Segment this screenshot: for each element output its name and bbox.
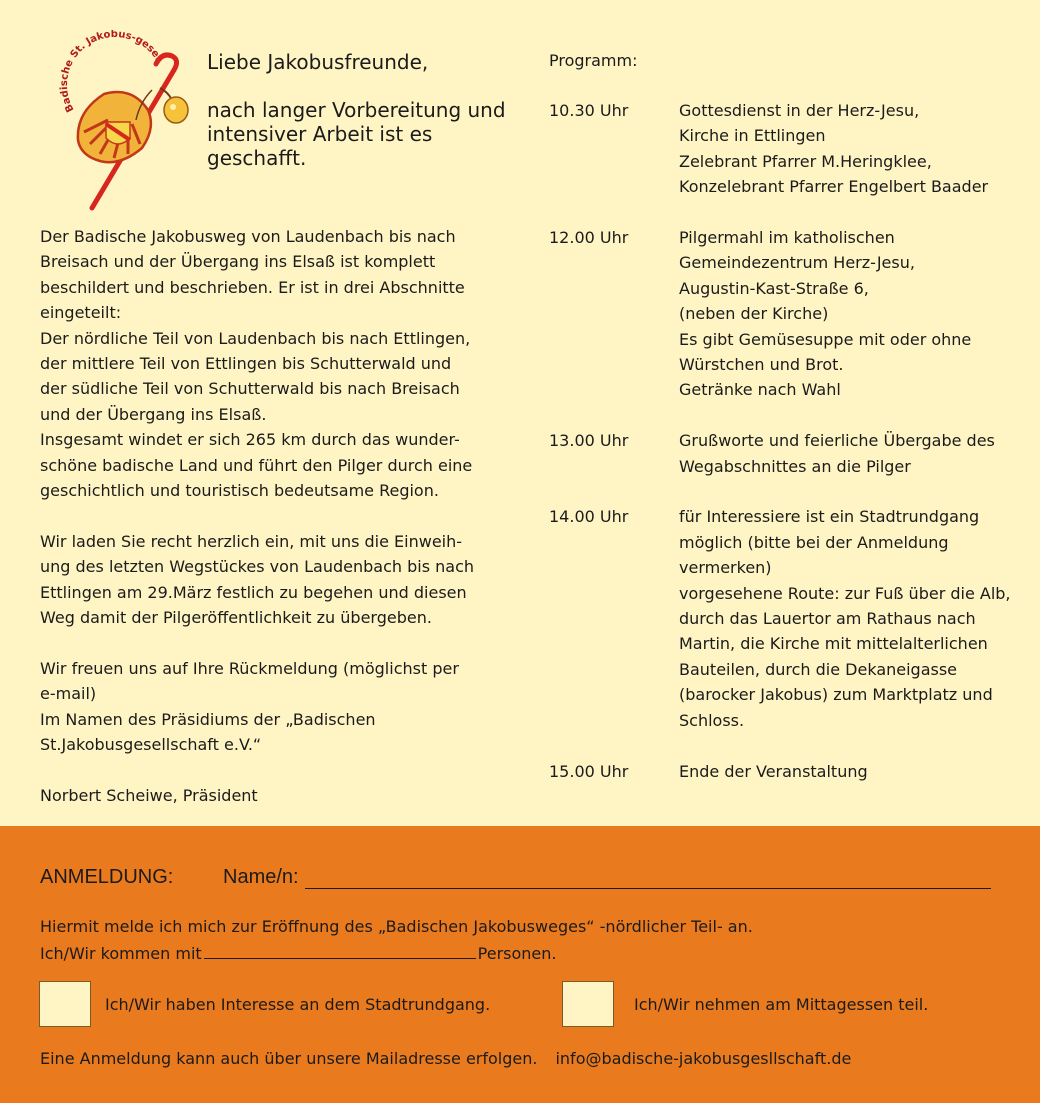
program-description: Grußworte und feierliche Übergabe des Wegabschnittes an die Pilger — [679, 431, 995, 476]
persons-count-input-line[interactable] — [204, 940, 476, 959]
lunch-checkbox[interactable] — [562, 981, 614, 1027]
logo-ring-text: Badische St. Jakobus-gesel — [58, 30, 164, 114]
program-item — [549, 759, 1029, 784]
contact-email: info@badische-jakobusgesllschaft.de — [555, 1049, 852, 1068]
program-title: Programm: — [549, 51, 638, 70]
registration-footer — [40, 1048, 851, 1070]
program-item — [549, 98, 1029, 200]
name-field-label: Name/n: — [223, 866, 299, 888]
program-description: für Interessiere ist ein Stadtrundgang möglich (bitte bei der Anmeldung vermerken) vorgesehene Route: zur Fuß über die Alb, durch das Lauertor am Rathaus nach Martin, die Kirche mit mittelalterlichen Bauteilen, durch die Dekaneigasse (barocker Jakobus) zum Marktplatz und Schloss. — [679, 507, 1011, 730]
invitation-body-text: Der Badische Jakobusweg von Laudenbach bis nach Breisach und der Übergang ins Elsaß ist komplett beschildert und beschrieben. Er ist in drei Abschnitte eingeteilt: Der nördliche Teil von Laudenbach bis nach Ettlingen, der mittlere Teil von Ettlingen bis Schutterwald und der südliche Teil von Schutterwald bis nach Breisach und der Übergang ins Elsaß. Insgesamt windet er sich 265 km durch das wunder- schöne badische Land und führt den Pilger durch eine geschichtlich und touristisch bedeutsame Region. Wir laden Sie recht herzlich ein, mit uns die Einweih- ung des letzten Wegstückes von Laudenbach bis nach Ettlingen am 29.März festlich zu begehen und diesen Weg damit der Pilgeröffentlichkeit zu übergeben. Wir freuen uns auf Ihre Rückmeldung (möglichst per e-mail) Im Namen des Präsidiums der „Badischen St.Jakobusgesellschaft e.V.“ Norbert Scheiwe, Präsident — [40, 227, 475, 805]
persons-line — [40, 940, 557, 966]
persons-suffix: Personen. — [477, 944, 557, 963]
registration-statement: Hiermit melde ich mich zur Eröffnung des „Badischen Jakobusweges“ -nördlicher Teil- an. — [40, 917, 753, 936]
program-time: 15.00 Uhr — [549, 761, 629, 781]
program-description: Gottesdienst in der Herz-Jesu, Kirche in Ettlingen Zelebrant Pfarrer M.Heringklee, Konzelebrant Pfarrer Engelbert Baader — [679, 101, 989, 197]
lunch-checkbox-label: Ich/Wir nehmen am Mittagessen teil. — [634, 995, 929, 1014]
program-list — [549, 98, 1029, 809]
registration-header — [40, 864, 299, 890]
program-time: 14.00 Uhr — [549, 507, 629, 527]
program-time: 10.30 Uhr — [549, 101, 629, 120]
greeting — [207, 50, 527, 170]
name-input-line[interactable] — [305, 888, 991, 889]
society-logo — [56, 30, 196, 215]
program-item — [549, 428, 1029, 479]
program-time: 13.00 Uhr — [549, 431, 629, 451]
registration-form — [0, 826, 1040, 1103]
city-tour-checkbox-label: Ich/Wir haben Interesse an dem Stadtrundgang. — [105, 995, 491, 1014]
program-item — [549, 504, 1029, 733]
greeting-message: nach langer Vorbereitung und intensiver Arbeit ist es geschafft. — [207, 98, 506, 170]
scallop-shell-staff-gourd-logo-icon — [56, 30, 196, 215]
program-description: Pilgermahl im katholischen Gemeindezentrum Herz-Jesu, Augustin-Kast-Straße 6, (neben der Kirche) Es gibt Gemüsesuppe mit oder ohne Würstchen und Brot. Getränke nach Wahl — [679, 228, 972, 400]
program-time: 12.00 Uhr — [549, 228, 629, 248]
greeting-salutation: Liebe Jakobusfreunde, — [207, 50, 429, 74]
footer-text: Eine Anmeldung kann auch über unsere Mailadresse erfolgen. — [40, 1049, 538, 1068]
program-item — [549, 225, 1029, 403]
persons-prefix: Ich/Wir kommen mit — [40, 944, 202, 963]
program-description: Ende der Veranstaltung — [679, 761, 868, 781]
registration-label: ANMELDUNG: — [40, 866, 174, 888]
city-tour-checkbox[interactable] — [39, 981, 91, 1027]
